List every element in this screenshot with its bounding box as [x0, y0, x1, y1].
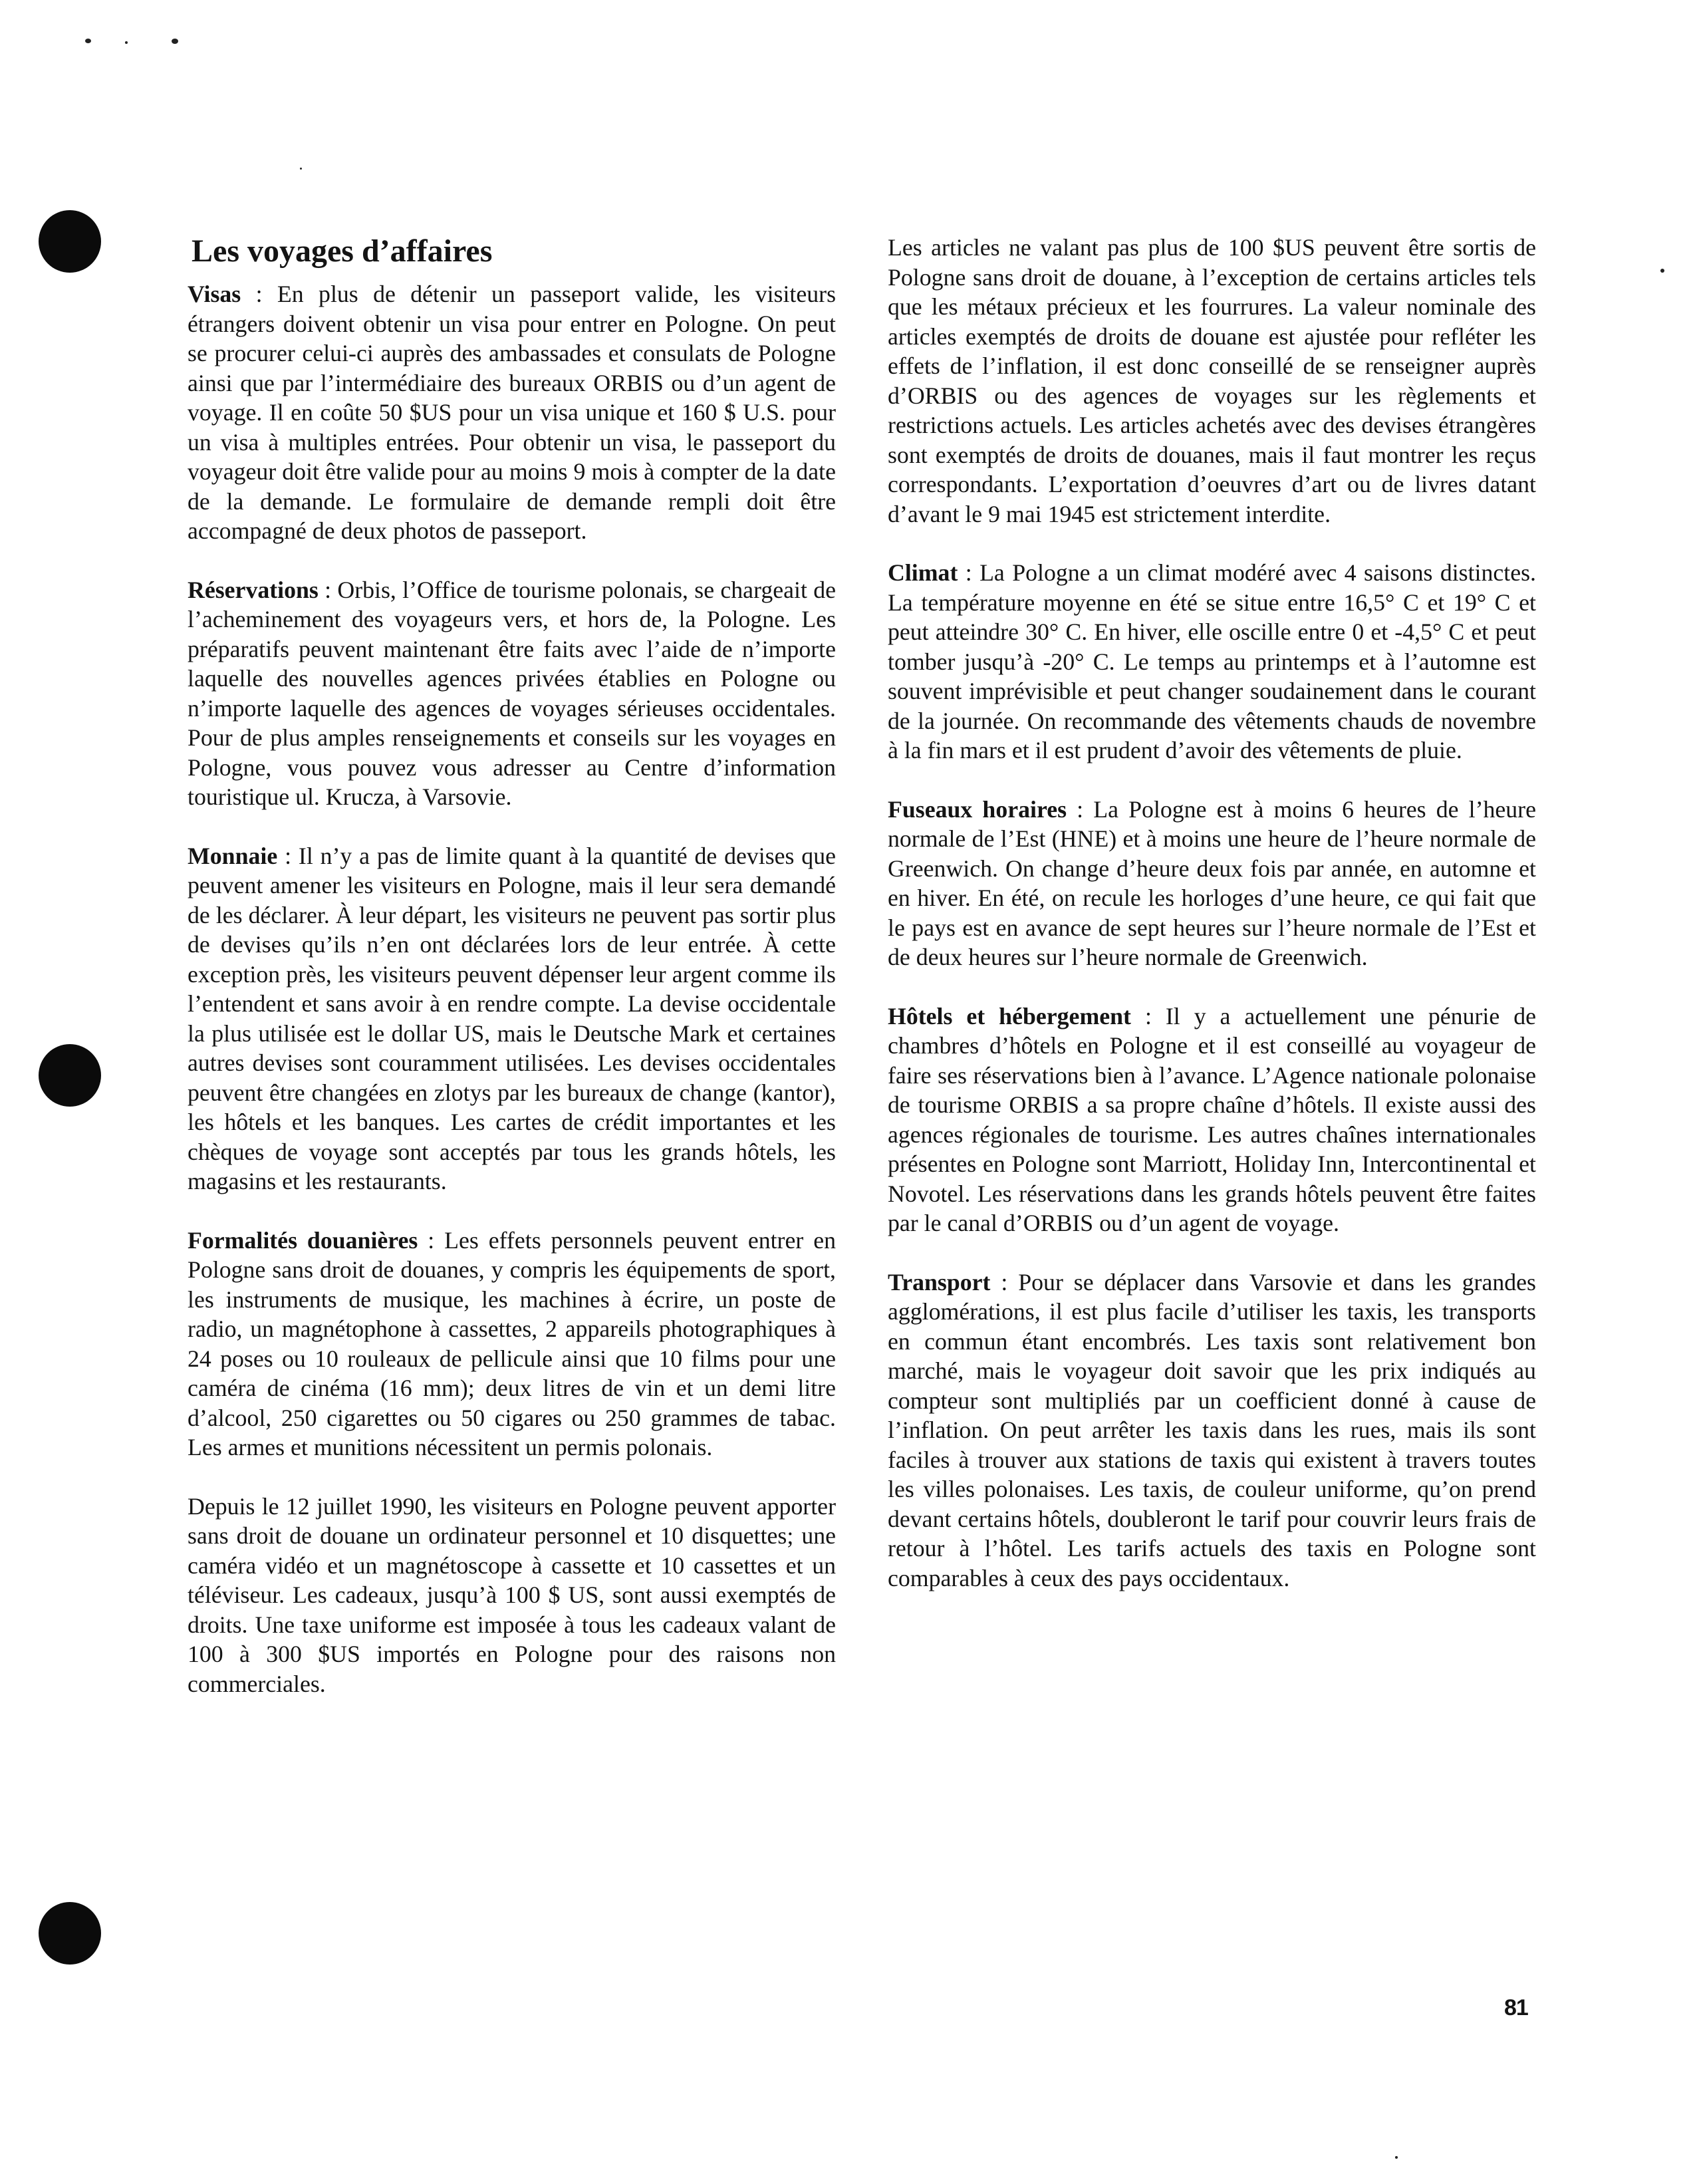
paragraph-body: : Pour se déplacer dans Varsovie et dans les grandes agglomérations, il est plus facile d’utiliser les taxis, les transports en commun étant encombrés. Les taxis sont relativement bon marché, mais le voyageur doit savoir que les prix indiqués au compteur sont multipliés par un coefficient donné à cause de l’inflation. On peut arrêter les taxis dans les rues, mais ils sont faciles à trouver aux stations de taxis qui existent à travers toutes les villes polonaises. Les taxis, de couleur uniforme, qu’on prend devant certains hôtels, doubleront le tarif pour couvrir leurs frais de retour à l’hôtel. Les tarifs actuels des taxis en Pologne sont comparables à ceux des pays occidentaux. — [888, 1268, 1536, 1591]
paragraph-term: Climat — [888, 559, 958, 586]
paragraph-body: : Orbis, l’Office de tourisme polonais, se chargeait de l’acheminement des voyageurs vers, et hors de, la Pologne. Les préparatifs peuvent maintenant être faits avec l’aide de n’importe laquelle des nouvelles agences privées établies en Pologne ou n’importe laquelle des agences de voyages sérieuses occidentales. Pour de plus amples renseignements et conseils sur les voyages en Pologne, vous pouvez vous adresser au Centre d’information touristique ul. Krucza, à Varsovie. — [188, 576, 836, 810]
paragraph-formalites-douanieres — [188, 1226, 836, 1462]
paragraph-body: Depuis le 12 juillet 1990, les visiteurs en Pologne peuvent apporter sans droit de douane un ordinateur personnel et 10 disquettes; une caméra vidéo et un magnétoscope à cassette et 10 cassettes et un téléviseur. Les cadeaux, jusqu’à 100 $ US, sont aussi exemptés de droits. Une taxe uniforme est imposée à tous les cadeaux valant de 100 à 300 $US importés en Pologne pour des raisons non commerciales. — [188, 1492, 836, 1697]
binder-punch-hole — [39, 1902, 101, 1965]
scan-speck — [300, 168, 302, 170]
paragraph-hotels — [888, 1002, 1536, 1238]
section-heading: Les voyages d’affaires — [192, 233, 493, 269]
paragraph-term: Monnaie — [188, 842, 278, 869]
paragraph-term: Réservations — [188, 576, 319, 603]
scan-speck — [85, 39, 91, 43]
paragraph-term: Formalités douanières — [188, 1226, 418, 1254]
scan-speck — [1660, 269, 1664, 273]
paragraph-visas — [188, 279, 836, 546]
paragraph-body: : Il y a actuellement une pénurie de chambres d’hôtels en Pologne et il est conseillé au voyageur de faire ses réservations bien à l’avance. L’Agence nationale polonaise de tourisme ORBIS a sa propre chaîne d’hôtels. Il existe aussi des agences régionales de tourisme. Les autres chaînes internationales présentes en Pologne sont Marriott, Holiday Inn, Intercontinental et Novotel. Les réservations dans les grands hôtels peuvent être faites par le canal d’ORBIS ou d’un agent de voyage. — [888, 1002, 1536, 1236]
scan-speck — [125, 41, 128, 44]
paragraph-body: : La Pologne est à moins 6 heures de l’heure normale de l’Est (HNE) et à moins une heure de l’heure normale de Greenwich. On change d’heure deux fois par année, en automne et en hiver. En été, on recule les horloges d’une heure, ce qui fait que le pays est en avance de sept heures sur l’heure normale de l’Est et de deux heures sur l’heure normale de Greenwich. — [888, 795, 1536, 970]
page-number: 81 — [1504, 1995, 1528, 2020]
paragraph-climat — [888, 558, 1536, 765]
paragraph-body: Les articles ne valant pas plus de 100 $US peuvent être sortis de Pologne sans droit de douane, à l’exception de certains articles tels que les métaux précieux et les fourrures. La valeur nominale des articles exemptés de droits de douane est ajustée pour refléter les effets de l’inflation, il est donc conseillé de se renseigner auprès d’ORBIS ou des agences de voyages sur les règlements et restrictions actuels. Les articles achetés avec des devises étrangères sont exemptés de droits de douanes, mais il faut montrer les reçus correspondants. L’exportation d’oeuvres d’art ou de livres datant d’avant le 9 mai 1945 est strictement interdite. — [888, 234, 1536, 527]
paragraph-monnaie — [188, 841, 836, 1196]
paragraph-term: Fuseaux horaires — [888, 795, 1067, 823]
binder-punch-hole — [39, 210, 101, 273]
paragraph-fuseaux-horaires — [888, 795, 1536, 972]
paragraph-depuis-1990 — [188, 1492, 836, 1699]
binder-punch-hole — [39, 1044, 101, 1107]
paragraph-body: : Les effets personnels peuvent entrer en Pologne sans droit de douanes, y compris les équipements de sport, les instruments de musique, les machines à écrire, un poste de radio, un magnétophone à cassettes, 2 appareils photographiques à 24 poses ou 10 rouleaux de pellicule ainsi que 10 films pour une caméra de cinéma (16 mm); deux litres de vin et un demi litre d’alcool, 250 cigarettes ou 50 cigares ou 250 grammes de tabac. Les armes et munitions nécessitent un permis polonais. — [188, 1226, 836, 1460]
paragraph-term: Transport — [888, 1268, 991, 1296]
paragraph-articles — [888, 233, 1536, 529]
paragraph-reservations — [188, 575, 836, 812]
scan-speck — [172, 39, 178, 44]
scan-speck — [1395, 2156, 1398, 2159]
paragraph-term: Hôtels et hébergement — [888, 1002, 1131, 1029]
paragraph-transport — [888, 1268, 1536, 1593]
paragraph-body: : Il n’y a pas de limite quant à la quantité de devises que peuvent amener les visiteurs en Pologne, mais il leur sera demandé de les déclarer. À leur départ, les visiteurs ne peuvent pas sortir plus de devises qu’ils n’en ont déclarées lors de leur entrée. À cette exception près, les visiteurs peuvent dépenser leur argent comme ils l’entendent et sans avoir à en rendre compte. La devise occidentale la plus utilisée est le dollar US, mais le Deutsche Mark et certaines autres devises sont couramment utilisées. Les devises occidentales peuvent être changées en zlotys par les bureaux de change (kantor), les hôtels et les banques. Les cartes de crédit importantes et les chèques de voyage sont acceptés par tous les grands hôtels, les magasins et les restaurants. — [188, 842, 836, 1194]
left-column — [188, 233, 836, 1699]
paragraph-term: Visas — [188, 281, 241, 307]
right-column — [888, 233, 1536, 1622]
paragraph-body: : En plus de détenir un passeport valide, les visiteurs étrangers doivent obtenir un visa pour entrer en Pologne. On peut se procurer celui-ci auprès des ambassades et consulats de Pologne ainsi que par l’intermédiaire des bureaux ORBIS ou d’un agent de voyage. Il en coûte 50 $US pour un visa unique et 160 $ U.S. pour un visa à multiples entrées. Pour obtenir un visa, le passeport du voyageur doit être valide pour au moins 9 mois à compter de la date de la demande. Le formulaire de demande rempli doit être accompagné de deux photos de passeport. — [188, 281, 836, 544]
paragraph-body: : La Pologne a un climat modéré avec 4 saisons distinctes. La température moyenne en été se situe entre 16,5° C et 19° C et peut atteindre 30° C. En hiver, elle oscille entre 0 et -4,5° C et peut tomber jusqu’à -20° C. Le temps au printemps et à l’automne est souvent imprévisible et peut changer soudainement dans le courant de la journée. On recommande des vêtements chauds de novembre à la fin mars et il est prudent d’avoir des vêtements de pluie. — [888, 559, 1536, 763]
